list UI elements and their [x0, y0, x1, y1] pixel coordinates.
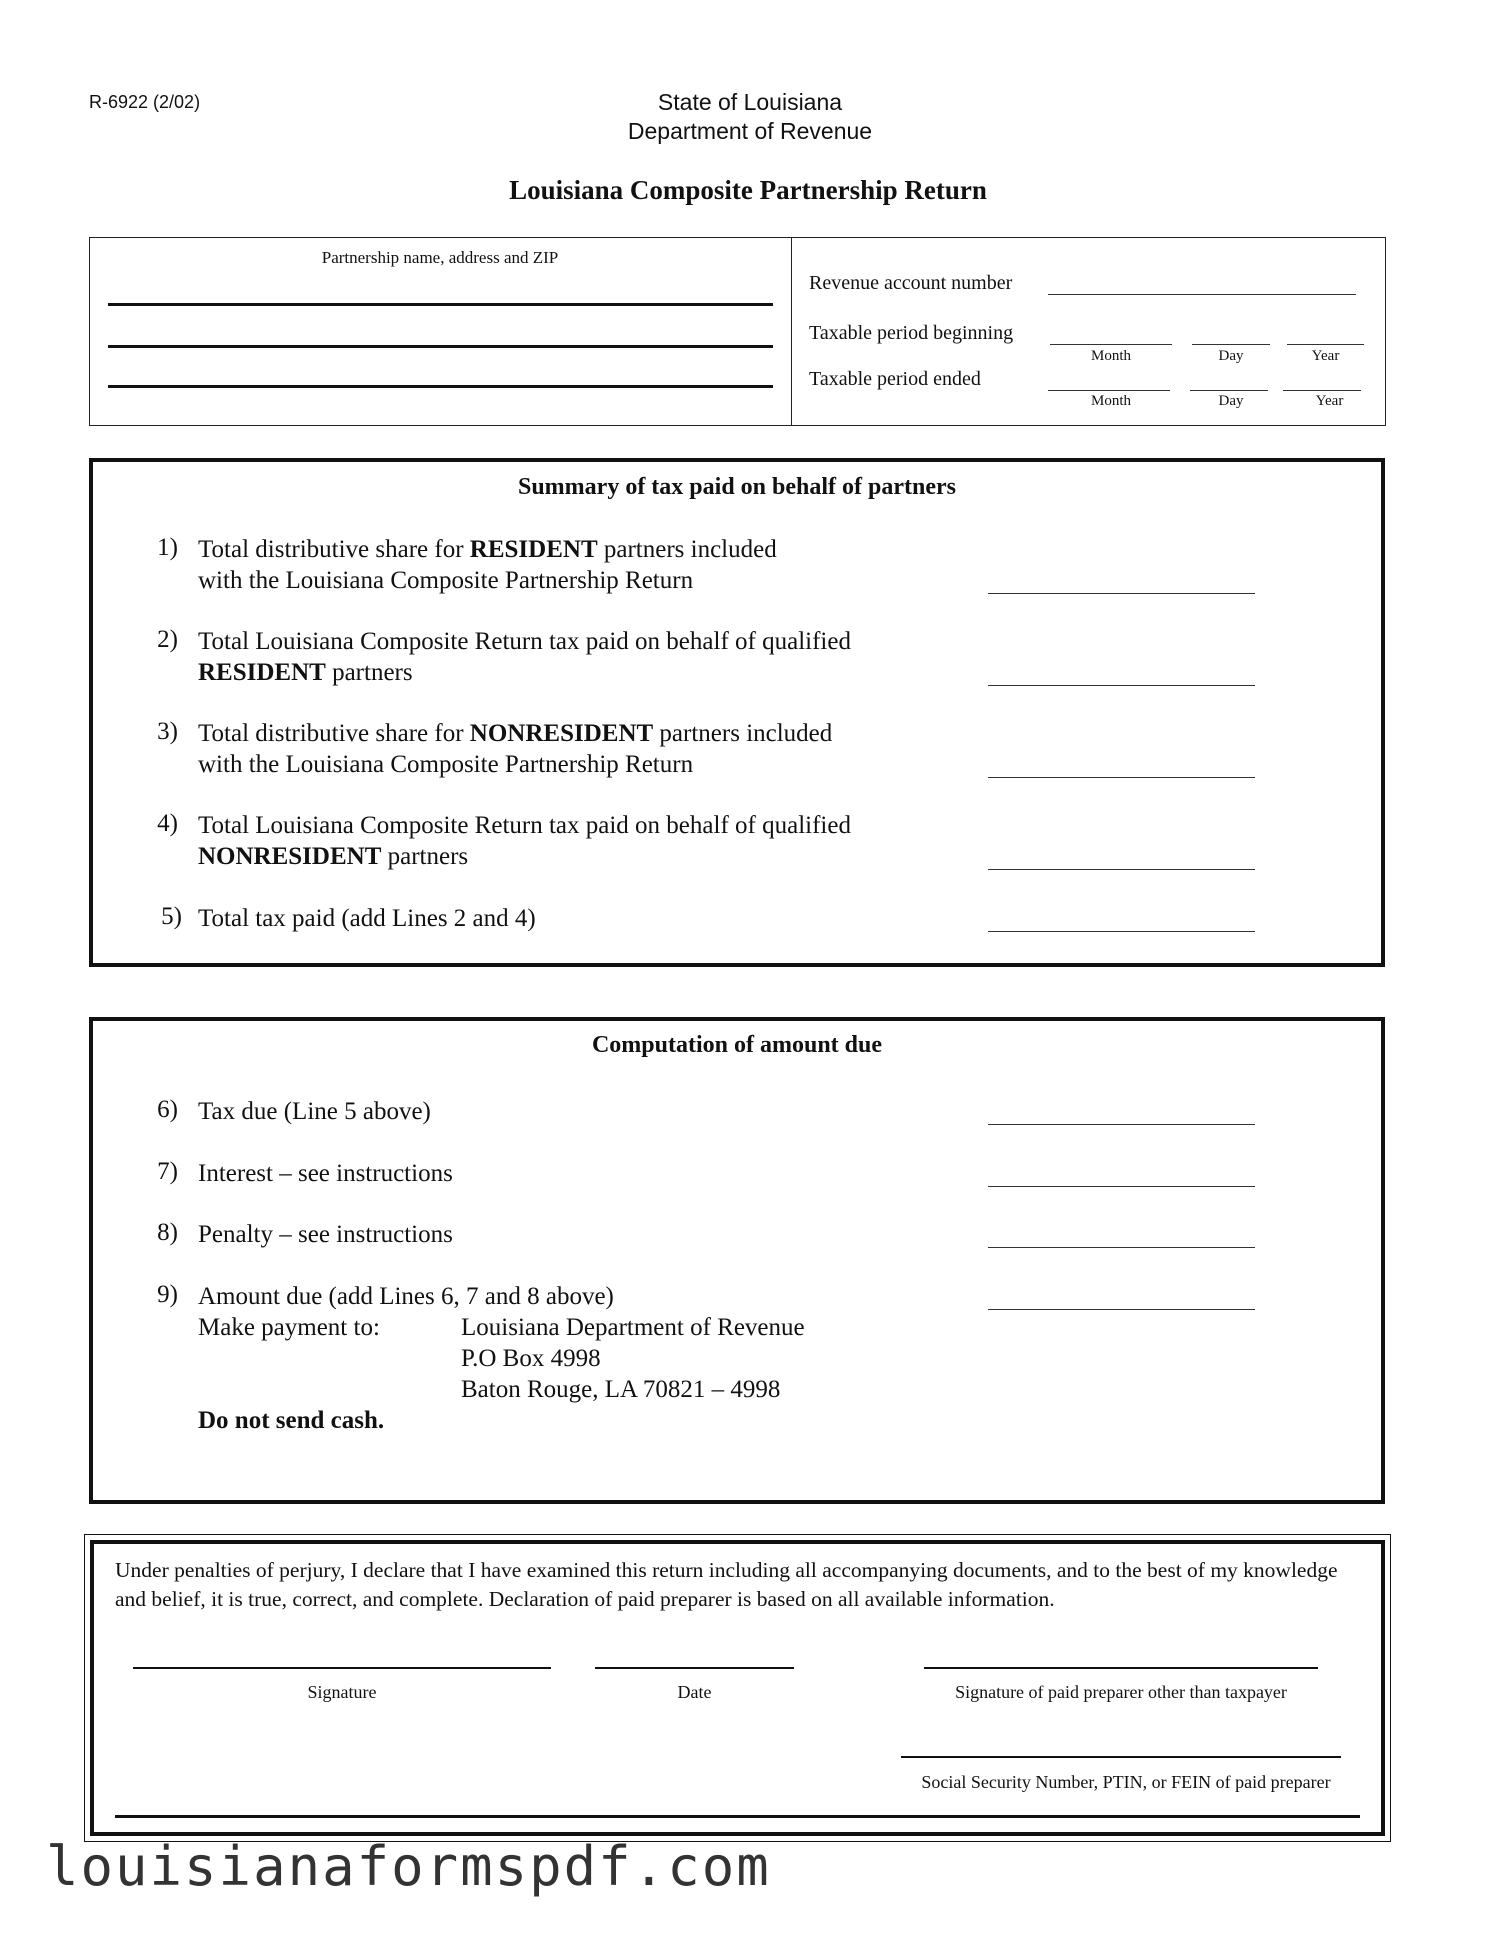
- period-end-year-label: Year: [1315, 393, 1344, 409]
- line-5-field[interactable]: [988, 931, 1255, 932]
- preparer-signature-field[interactable]: [924, 1667, 1318, 1669]
- partnership-zip-field[interactable]: [108, 385, 773, 388]
- line-4-field[interactable]: [988, 869, 1255, 870]
- line-3-text-cont: with the Louisiana Composite Partnership Return: [198, 751, 694, 778]
- line-8-text: Penalty – see instructions: [198, 1221, 453, 1248]
- line-3-text: Total distributive share for NONRESIDENT partners included: [198, 720, 833, 747]
- preparer-signature-label: Signature of paid preparer other than taxpayer: [955, 1682, 1287, 1702]
- line-9-field[interactable]: [988, 1309, 1255, 1310]
- line-1-text: Total distributive share for RESIDENT partners included: [198, 536, 777, 563]
- watermark-text: louisianaformspdf.com: [46, 1835, 771, 1898]
- payment-address-line3: Baton Rouge, LA 70821 – 4998: [461, 1376, 781, 1403]
- line-9-text: Amount due (add Lines 6, 7 and 8 above): [198, 1283, 614, 1310]
- line-2-text-cont: RESIDENT partners: [198, 659, 413, 686]
- period-begin-day-field[interactable]: [1192, 344, 1270, 345]
- period-end-day-field[interactable]: [1190, 390, 1268, 391]
- line-3-number: 3): [157, 718, 178, 745]
- form-id: R-6922 (2/02): [89, 92, 201, 112]
- period-end-year-field[interactable]: [1283, 390, 1361, 391]
- line-4-text-cont: NONRESIDENT partners: [198, 843, 469, 870]
- declaration-text: Under penalties of perjury, I declare that I have examined this return including all accompanying documents, and to the best of my knowledge and belief, it is true, correct, and complete. Declaration of paid preparer is based on all available information.: [115, 1558, 1338, 1611]
- line-6-text: Tax due (Line 5 above): [198, 1098, 431, 1125]
- form-title: Louisiana Composite Partnership Return: [509, 175, 987, 205]
- line-1-text-cont: with the Louisiana Composite Partnership Return: [198, 567, 694, 594]
- line-7-number: 7): [157, 1158, 178, 1185]
- payment-address-line1: Louisiana Department of Revenue: [461, 1314, 805, 1341]
- line-6-field[interactable]: [988, 1124, 1255, 1125]
- period-end-day-label: Day: [1218, 393, 1244, 409]
- period-end-month-label: Month: [1090, 393, 1131, 409]
- signature-label: Signature: [307, 1682, 377, 1702]
- line-1-number: 1): [157, 534, 178, 561]
- line-8-field[interactable]: [988, 1247, 1255, 1248]
- period-begin-month-field[interactable]: [1050, 344, 1172, 345]
- payment-label: Make payment to:: [198, 1314, 380, 1341]
- computation-title: Computation of amount due: [591, 1032, 883, 1058]
- period-begin-label: Taxable period beginning: [809, 322, 1014, 344]
- line-2-number: 2): [157, 626, 178, 653]
- period-begin-year-label: Year: [1311, 348, 1340, 364]
- agency-state: State of Louisiana: [657, 89, 843, 115]
- signature-field[interactable]: [133, 1667, 551, 1669]
- agency-department: Department of Revenue: [627, 118, 873, 144]
- preparer-id-label: Social Security Number, PTIN, or FEIN of paid preparer: [921, 1772, 1331, 1792]
- period-end-month-field[interactable]: [1048, 390, 1170, 391]
- line-4-number: 4): [157, 810, 178, 837]
- payment-address-line2: P.O Box 4998: [461, 1345, 601, 1372]
- line-8-number: 8): [157, 1219, 178, 1246]
- revenue-account-label: Revenue account number: [809, 272, 1013, 294]
- line-7-field[interactable]: [988, 1186, 1255, 1187]
- summary-title: Summary of tax paid on behalf of partners: [517, 474, 956, 500]
- preparer-id-field[interactable]: [901, 1756, 1341, 1758]
- partnership-info-divider: [791, 237, 792, 426]
- line-7-text: Interest – see instructions: [198, 1160, 453, 1187]
- period-begin-day-label: Day: [1218, 348, 1244, 364]
- period-end-label: Taxable period ended: [809, 368, 981, 390]
- no-cash-notice: Do not send cash.: [198, 1407, 385, 1434]
- line-3-field[interactable]: [988, 777, 1255, 778]
- line-2-text: Total Louisiana Composite Return tax paid on behalf of qualified: [198, 628, 851, 655]
- partnership-name-label: Partnership name, address and ZIP: [321, 248, 559, 267]
- date-field[interactable]: [595, 1667, 794, 1669]
- period-begin-year-field[interactable]: [1287, 344, 1364, 345]
- line-1-field[interactable]: [988, 593, 1255, 594]
- line-5-number: 5): [161, 903, 182, 930]
- revenue-account-field[interactable]: [1048, 294, 1356, 295]
- period-begin-month-label: Month: [1090, 348, 1131, 364]
- line-9-number: 9): [157, 1281, 178, 1308]
- line-6-number: 6): [157, 1096, 178, 1123]
- partnership-name-field[interactable]: [108, 303, 773, 306]
- line-5-text: Total tax paid (add Lines 2 and 4): [198, 905, 536, 932]
- line-2-field[interactable]: [988, 685, 1255, 686]
- declaration-bottom-rule: [115, 1815, 1360, 1818]
- line-4-text: Total Louisiana Composite Return tax paid on behalf of qualified: [198, 812, 851, 839]
- date-label: Date: [677, 1682, 712, 1702]
- partnership-address-field[interactable]: [108, 345, 773, 348]
